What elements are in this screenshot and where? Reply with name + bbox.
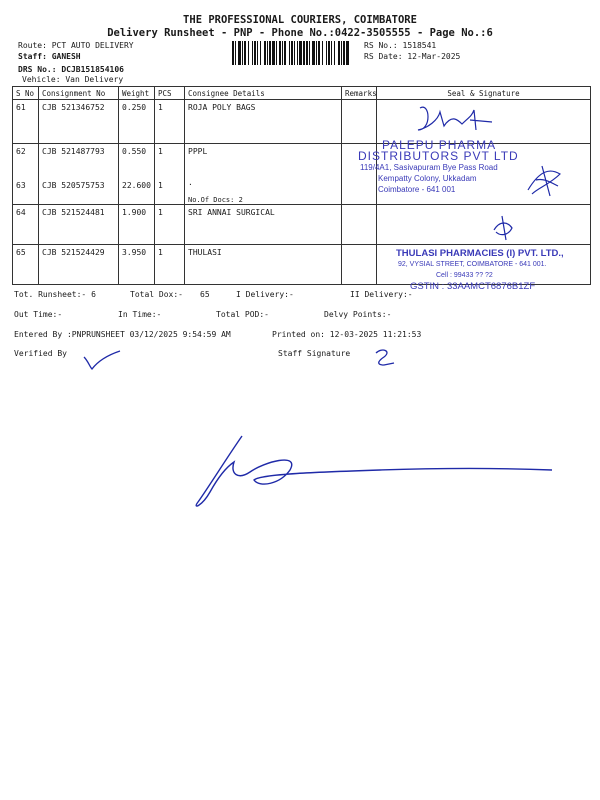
document-title: THE PROFESSIONAL COURIERS, COIMBATORE: [183, 14, 417, 26]
stamp-line: Kempatty Colony, Ukkadam: [378, 174, 477, 183]
cell-consignee: ROJA POLY BAGS: [185, 100, 342, 144]
route-label: Route: PCT AUTO DELIVERY: [18, 41, 134, 50]
drs-number: DRS No.: DCJB151854106: [18, 65, 124, 74]
col-header-seal: Seal & Signature: [377, 87, 591, 100]
col-header-pcs: PCS: [155, 87, 185, 100]
i-delivery: I Delivery:-: [236, 290, 294, 299]
rs-date: RS Date: 12-Mar-2025: [364, 52, 461, 61]
verified-by-label: Verified By: [14, 349, 67, 358]
cell-pcs: 1: [155, 205, 185, 245]
cell-consignee: THULASI: [185, 245, 342, 285]
col-header-remarks: Remarks: [342, 87, 377, 100]
cell-remarks: [342, 205, 377, 245]
consignee-name: .: [188, 177, 193, 187]
cell-weight: 1.900: [119, 205, 155, 245]
stamp-gstin: GSTIN : 33AAMCT6876B1ZF: [410, 281, 536, 292]
stamp-line: Coimbatore - 641 001: [378, 185, 456, 194]
cell-remarks: [342, 100, 377, 144]
cell-sno: 64: [13, 205, 39, 245]
col-header-sno: S No: [13, 87, 39, 100]
entered-by: Entered By :PNPRUNSHEET 03/12/2025 9:54:59 AM: [14, 330, 231, 339]
large-signature: [180, 426, 560, 516]
staff-signature-label: Staff Signature: [278, 349, 351, 358]
cell-pcs: 1: [155, 178, 185, 205]
cell-sno: 62: [13, 144, 39, 178]
stamp-line: PALEPU PHARMA: [382, 138, 497, 152]
cell-seal: [377, 205, 591, 245]
cell-pcs: 1: [155, 245, 185, 285]
vehicle-label: Vehicle: Van Delivery: [22, 75, 124, 84]
table-header-row: [13, 87, 591, 100]
staff-signature-mark: [370, 345, 400, 371]
stamp-line: 92, VYSIAL STREET, COIMBATORE - 641 001.: [398, 261, 547, 268]
ii-delivery: II Delivery:-: [350, 290, 413, 299]
cell-weight: 0.250: [119, 100, 155, 144]
printed-on: Printed on: 12-03-2025 11:21:53: [272, 330, 422, 339]
docs-count: No.Of Docs: 2: [188, 195, 243, 204]
in-time: In Time:-: [118, 310, 162, 319]
cell-consignee: SRI ANNAI SURGICAL: [185, 205, 342, 245]
tot-runsheet: Tot. Runsheet:- 6: [14, 290, 96, 299]
stamp-line: 119/4A1, Sasivapuram Bye Pass Road: [360, 163, 498, 172]
total-pod: Total POD:-: [216, 310, 269, 319]
cell-remarks: [342, 245, 377, 285]
signature-row-61: [410, 100, 500, 140]
delvy-points: Delvy Points:-: [324, 310, 392, 319]
total-dox-label: Total Dox:-: [130, 290, 183, 299]
barcode: [232, 41, 350, 65]
cell-sno: 63: [13, 178, 39, 205]
cell-pcs: 1: [155, 100, 185, 144]
cell-consignment: CJB 521346752: [39, 100, 119, 144]
signature-row-63: [520, 160, 570, 200]
cell-consignee: [185, 178, 342, 205]
signature-row-64: [488, 212, 524, 242]
stamp-line: DISTRIBUTORS PVT LTD: [358, 149, 519, 163]
cell-consignee: PPPL: [185, 144, 342, 178]
verified-by-signature: [80, 345, 124, 373]
cell-weight: 0.550: [119, 144, 155, 178]
stamp-line: Cell : 99433 ?? ?2: [436, 272, 493, 279]
cell-weight: 3.950: [119, 245, 155, 285]
cell-pcs: 1: [155, 144, 185, 178]
stamp-line: THULASI PHARMACIES (I) PVT. LTD.,: [396, 248, 564, 259]
cell-sno: 61: [13, 100, 39, 144]
cell-consignment: CJB 521487793: [39, 144, 119, 178]
out-time: Out Time:-: [14, 310, 63, 319]
cell-consignment: CJB 520575753: [39, 178, 119, 205]
cell-consignment: CJB 521524481: [39, 205, 119, 245]
cell-weight: 22.600: [119, 178, 155, 205]
stamp-thulasi-pharmacies: [396, 248, 596, 292]
col-header-consignment: Consignment No: [39, 87, 119, 100]
col-header-weight: Weight: [119, 87, 155, 100]
runsheet-subtitle: Delivery Runsheet - PNP - Phone No.:0422-3505555 - Page No.:6: [107, 27, 493, 39]
cell-consignment: CJB 521524429: [39, 245, 119, 285]
cell-sno: 65: [13, 245, 39, 285]
total-dox-value: 65: [200, 290, 210, 299]
table-row: [13, 100, 591, 144]
rs-number: RS No.: 1518541: [364, 41, 437, 50]
staff-label: Staff: GANESH: [18, 52, 81, 61]
col-header-consignee: Consignee Details: [185, 87, 342, 100]
